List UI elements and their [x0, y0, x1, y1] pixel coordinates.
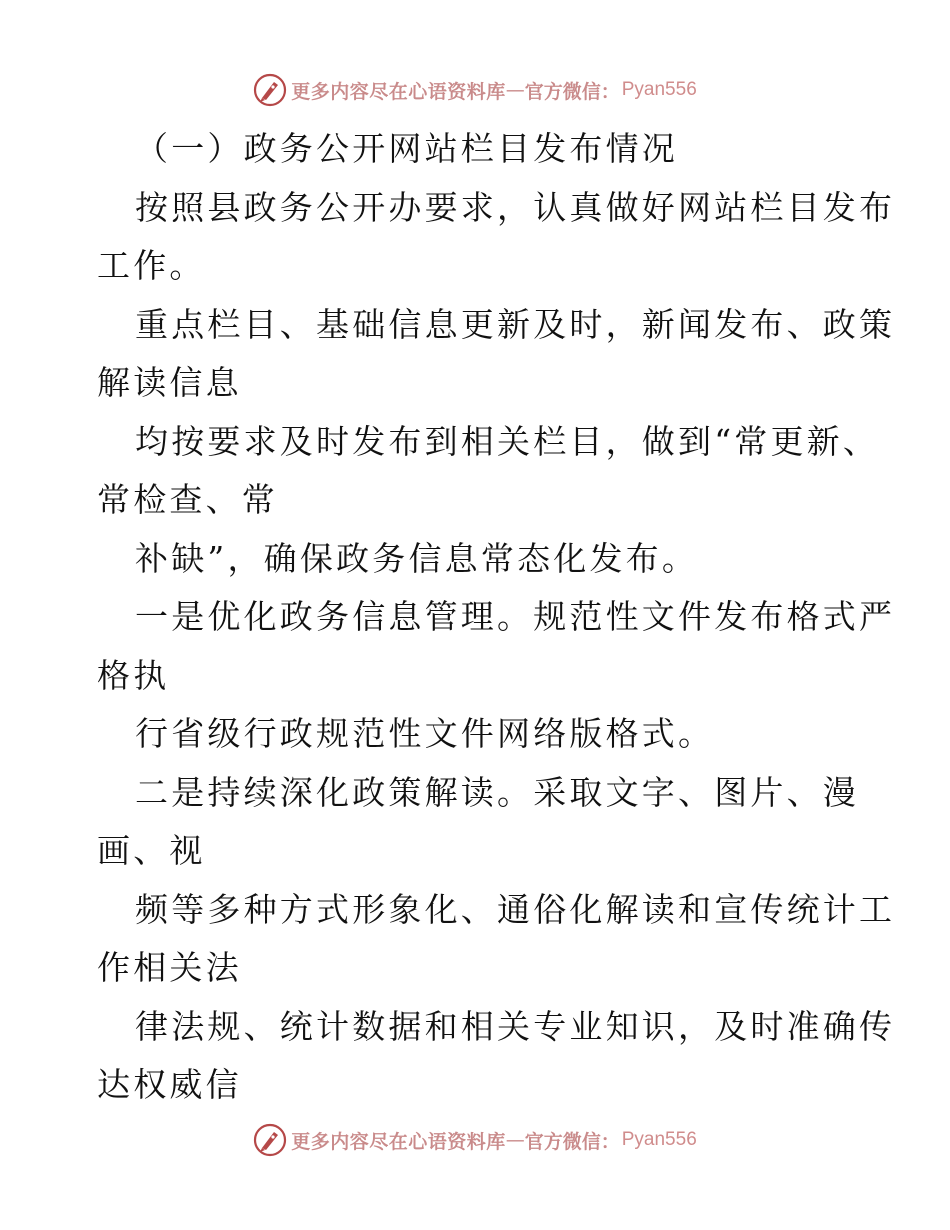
banner-dash: —: [505, 79, 525, 101]
body-line: 格执: [97, 655, 170, 695]
body-line: 补缺”，确保政务信息常态化发布。: [135, 538, 699, 578]
footer-banner: [0, 1120, 950, 1160]
banner-wechat-id: Pyan556: [621, 1129, 697, 1150]
banner-text: 更多内容尽在心语资料库: [291, 80, 506, 103]
body-line: 达权威信: [97, 1065, 242, 1104]
body-line: 画、视: [97, 831, 206, 870]
banner-wechat-label: 官方微信：: [524, 1130, 620, 1153]
body-line: 工作。: [97, 246, 206, 285]
body-line: 行省级行政规范性文件网络版格式。: [135, 714, 715, 753]
banner-wechat-id: Pyan556: [621, 79, 697, 100]
body-line: 均按要求及时发布到相关栏目，做到“常更新、: [135, 421, 880, 461]
section-heading: （一）政务公开网站栏目发布情况: [135, 129, 678, 168]
body-line: 频等多种方式形象化、通俗化解读和宣传统计工: [135, 889, 896, 929]
banner-text: 更多内容尽在心语资料库: [291, 1130, 506, 1153]
body-line: 律法规、统计数据和相关专业知识，及时准确传: [135, 1006, 896, 1046]
body-line: 一是优化政务信息管理。规范性文件发布格式严: [135, 597, 896, 636]
body-line: 重点栏目、基础信息更新及时，新闻发布、政策: [135, 304, 896, 344]
document-body: [97, 120, 896, 1115]
pen-logo-icon: [253, 1123, 287, 1157]
body-line: 二是持续深化政策解读。采取文字、图片、漫: [135, 772, 859, 812]
banner-wechat-label: 官方微信：: [524, 80, 620, 103]
body-line: 作相关法: [97, 948, 242, 987]
body-line: 常检查、常: [97, 480, 278, 519]
header-banner: [0, 70, 950, 110]
banner-dash: —: [505, 1129, 525, 1151]
body-line: 解读信息: [97, 363, 242, 402]
pen-logo-icon: [253, 73, 287, 107]
body-line: 按照县政务公开办要求，认真做好网站栏目发布: [135, 187, 896, 227]
